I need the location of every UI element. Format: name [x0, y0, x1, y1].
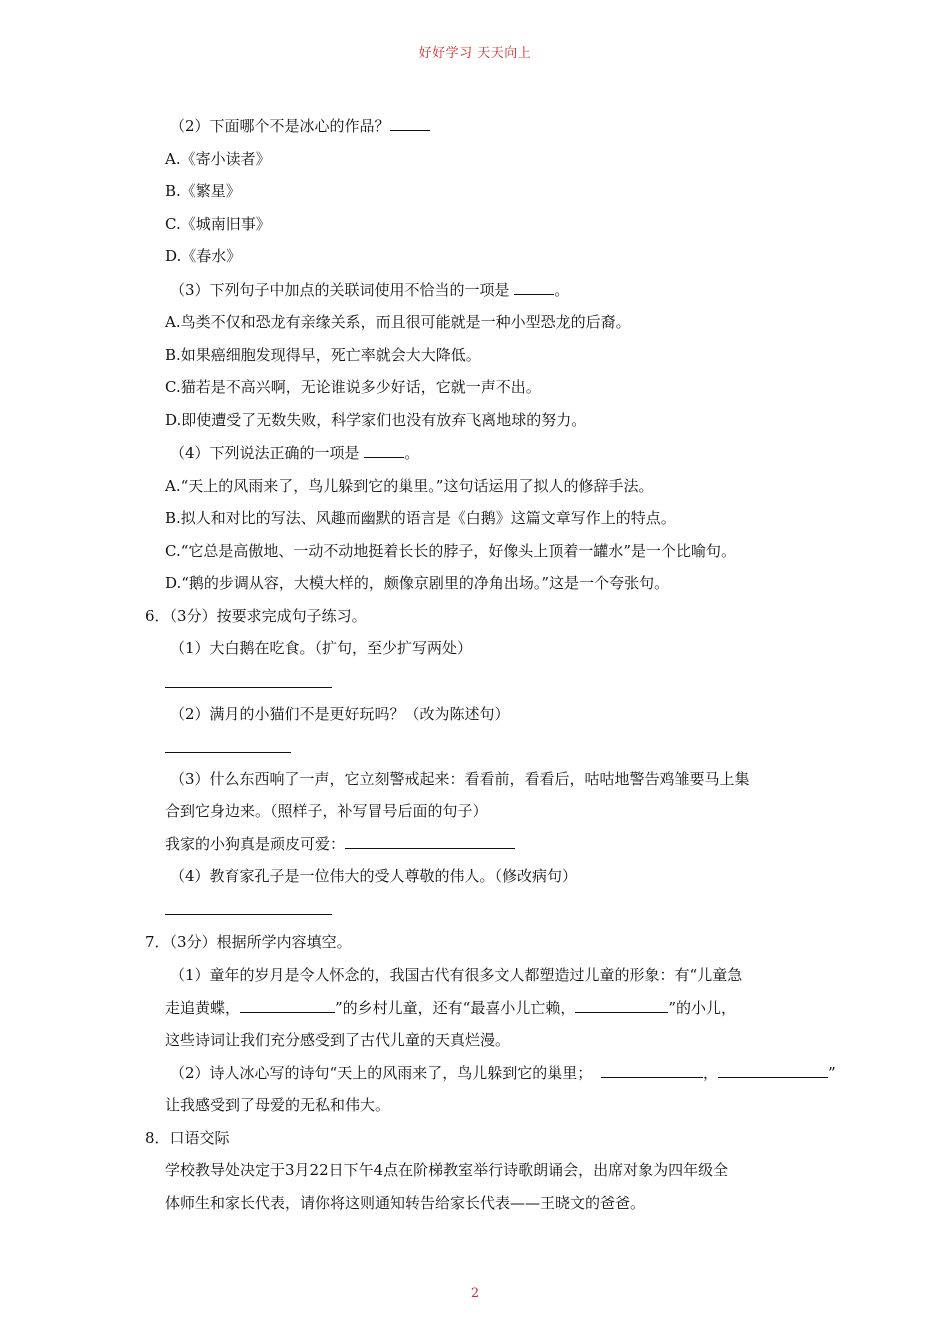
q5-sub3-option-c: C.猫若是不高兴啊，无论谁说多少好话，它就一声不出。	[165, 378, 541, 396]
q7-sub1-line1: （1）童年的岁月是令人怀念的，我国古代有很多文人都塑造过儿童的形象：有“儿童急	[170, 966, 743, 984]
q6-sub1: （1）大白鹅在吃食。（扩句，至少扩写两处）	[170, 639, 473, 657]
q7-sub2-line1-c: ”	[828, 1064, 836, 1082]
q6-sub3-line3	[165, 834, 515, 854]
answer-blank[interactable]	[601, 1063, 703, 1078]
q6-title: 6．（3分）按要求完成句子练习。	[145, 607, 367, 625]
answer-blank[interactable]	[390, 116, 430, 131]
q6-sub3-line1: （3）什么东西响了一声，它立刻警戒起来：看看前，看看后，咕咕地警告鸡雏要马上集	[170, 770, 750, 788]
q5-sub3-option-a: A.鸟类不仅和恐龙有亲缘关系，而且很可能就是一种小型恐龙的后裔。	[165, 313, 631, 331]
page-number: 2	[470, 1286, 480, 1301]
answer-blank[interactable]	[514, 280, 554, 295]
q5-sub4-option-d: D.“鹅的步调从容，大模大样的，颇像京剧里的净角出场。”这是一个夸张句。	[165, 574, 670, 592]
q7-sub1-line2-a: 走追黄蝶，	[165, 999, 241, 1017]
q5-sub2-option-a: A.《寄小读者》	[165, 150, 271, 168]
q5-sub3-option-b: B.如果癌细胞发现得早，死亡率就会大大降低。	[165, 346, 481, 364]
q6-sub3-prompt: 我家的小狗真是顽皮可爱：	[165, 835, 346, 853]
q7-sub1-line3: 这些诗词让我们充分感受到了古代儿童的天真烂漫。	[165, 1031, 511, 1049]
q6-sub3-line2: 合到它身边来。（照样子，补写冒号后面的句子）	[165, 802, 488, 820]
answer-blank[interactable]	[240, 998, 335, 1013]
q6-sub2: （2）满月的小猫们不是更好玩吗？（改为陈述句）	[170, 705, 510, 723]
answer-blank[interactable]	[345, 834, 515, 849]
q5-sub4-stem	[170, 443, 419, 463]
q7-sub1-line2-b: ”的乡村儿童，还有“最喜小儿亡赖，	[335, 999, 576, 1017]
q5-sub2-option-d: D.《春水》	[165, 247, 242, 265]
q6-sub2-answer-line[interactable]	[165, 752, 291, 753]
q5-sub2-stem	[170, 116, 430, 136]
answer-blank[interactable]	[718, 1063, 828, 1078]
q8-title: 8．口语交际	[145, 1129, 230, 1147]
q5-sub3-stem-text: （3）下列句子中加点的关联词使用不恰当的一项是	[170, 281, 510, 299]
q7-sub1-line2	[165, 998, 736, 1018]
q5-sub4-option-a: A.“天上的风雨来了，鸟儿躲到它的巢里。”这句话运用了拟人的修辞手法。	[165, 477, 654, 495]
q7-sub2-line1-a: （2）诗人冰心写的诗句“天上的风雨来了，鸟儿躲到它的巢里；	[170, 1064, 593, 1082]
q8-line2: 体师生和家长代表，请你将这则通知转告给家长代表——王晓文的爸爸。	[165, 1194, 646, 1212]
q7-sub2-line1	[170, 1063, 836, 1083]
answer-blank[interactable]	[364, 443, 404, 458]
q5-sub2-option-c: C.《城南旧事》	[165, 215, 271, 233]
q5-sub4-option-c: C.“它总是高傲地、一动不动地挺着长长的脖子，好像头上顶着一罐水”是一个比喻句。	[165, 542, 737, 560]
q8-line1: 学校教导处决定于3月22日下午4点在阶梯教室举行诗歌朗诵会，出席对象为四年级全	[165, 1161, 729, 1179]
q5-sub3-stem-end: 。	[554, 281, 570, 299]
q5-sub2-option-b: B.《繁星》	[165, 182, 241, 200]
q5-sub4-option-b: B.拟人和对比的写法、风趣而幽默的语言是《白鹅》这篇文章写作上的特点。	[165, 509, 676, 527]
q7-title: 7．（3分）根据所学内容填空。	[145, 933, 352, 951]
q5-sub4-stem-end: 。	[404, 444, 420, 462]
q6-sub1-answer-line[interactable]	[165, 687, 332, 688]
q7-sub2-line1-b: ，	[703, 1064, 719, 1082]
q6-sub4-answer-line[interactable]	[165, 914, 332, 915]
q5-sub3-option-d: D.即使遭受了无数失败，科学家们也没有放弃飞离地球的努力。	[165, 411, 587, 429]
q7-sub2-line2: 让我感受到了母爱的无私和伟大。	[165, 1096, 391, 1114]
q6-sub4: （4）教育家孔子是一位伟大的受人尊敬的伟人。（修改病句）	[170, 867, 578, 885]
answer-blank[interactable]	[575, 998, 668, 1013]
q5-sub2-stem-text: （2）下面哪个不是冰心的作品？	[170, 117, 390, 135]
q7-sub1-line2-c: ”的小儿，	[668, 999, 737, 1017]
page-header: 好好学习 天天向上	[418, 46, 532, 61]
q5-sub4-stem-text: （4）下列说法正确的一项是	[170, 444, 360, 462]
q5-sub3-stem	[170, 280, 569, 300]
